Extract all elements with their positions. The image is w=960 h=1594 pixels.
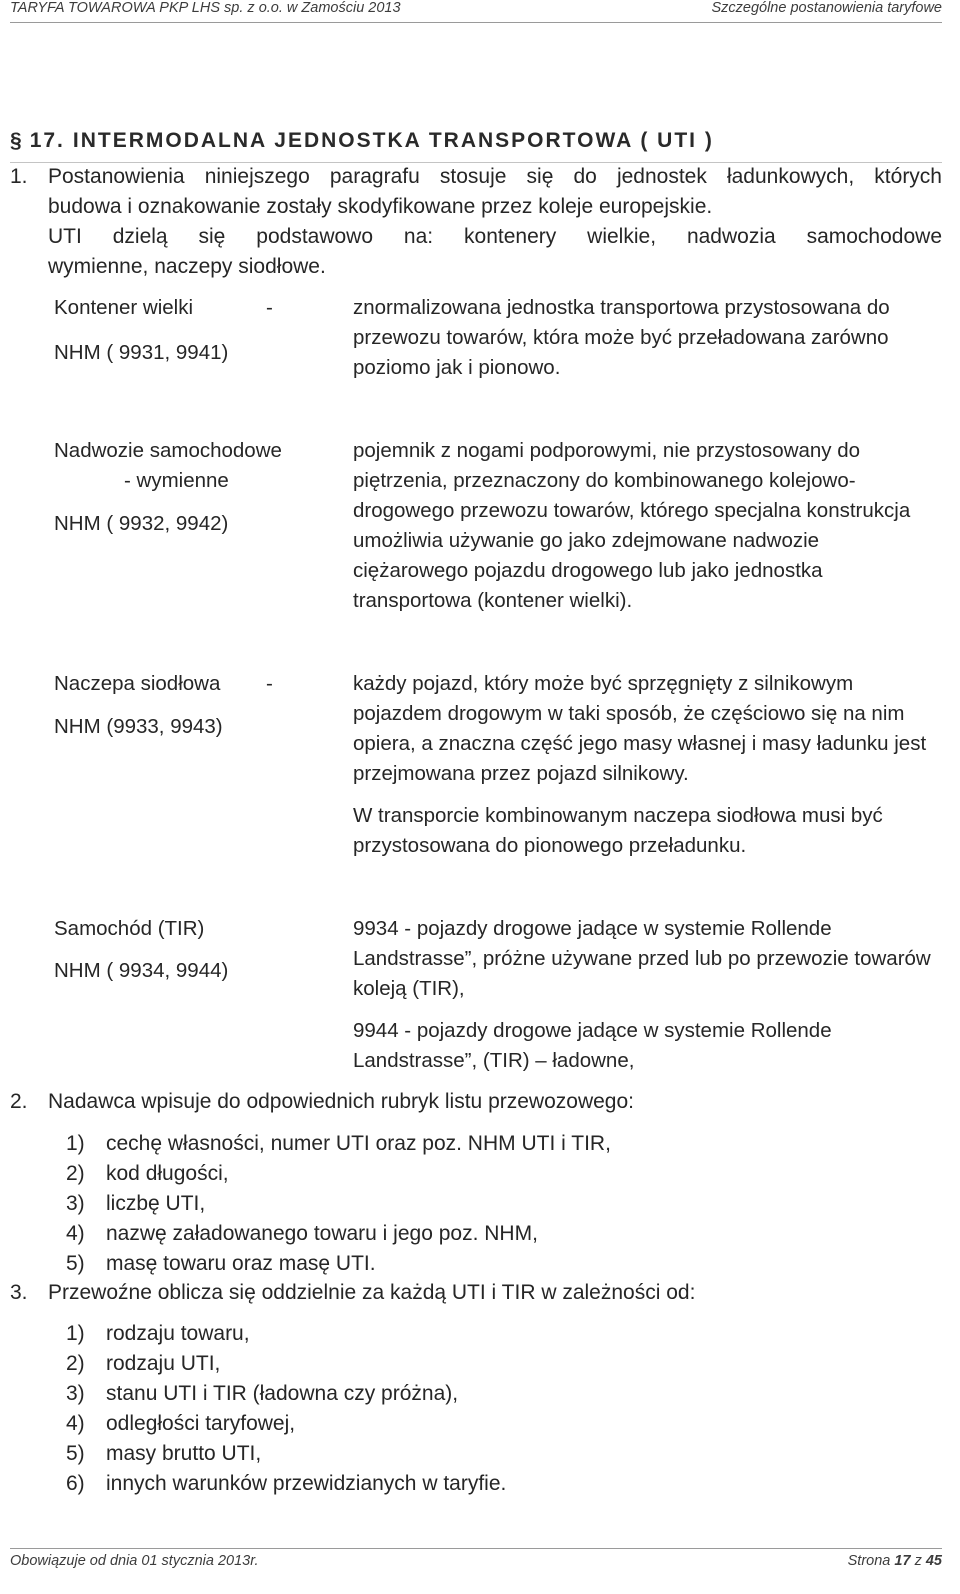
definition-term-continuation: - wymienne bbox=[124, 469, 229, 492]
page-footer bbox=[10, 1548, 942, 1579]
definition-description-samochod bbox=[353, 914, 938, 1076]
list-item-number: 6) bbox=[66, 1472, 85, 1495]
header-right-text: Szczególne postanowienia taryfowe bbox=[711, 0, 942, 16]
definition-nhm: NHM ( 9931, 9941) bbox=[54, 341, 229, 364]
footer-page-label: Strona bbox=[847, 1553, 891, 1569]
definition-term-container-kontener bbox=[54, 293, 193, 323]
list-item-number: 3) bbox=[66, 1192, 85, 1215]
section-title-text: INTERMODALNA JEDNOSTKA TRANSPORTOWA ( UTI ) bbox=[72, 129, 714, 152]
definition-term: Kontener wielki bbox=[54, 296, 194, 319]
list-item-text: masy brutto UTI, bbox=[106, 1442, 262, 1465]
page-header bbox=[10, 0, 942, 23]
section-number: 17. bbox=[29, 129, 65, 152]
footer-page-number bbox=[848, 1553, 942, 1569]
definition-term: Naczepa siodłowa bbox=[54, 672, 221, 695]
point-number: 3. bbox=[10, 1281, 28, 1304]
point-text: Przewoźne oblicza się oddzielnie za każdą UTI i TIR w zależności od: bbox=[48, 1281, 696, 1304]
definition-dash: - bbox=[266, 296, 273, 319]
intro-line-4: wymienne, naczepy siodłowe. bbox=[48, 255, 326, 278]
list-item-number: 3) bbox=[66, 1382, 85, 1405]
footer-total-pages: 45 bbox=[925, 1553, 942, 1569]
list-item-text: rodzaju UTI, bbox=[106, 1352, 221, 1375]
definition-term: Nadwozie samochodowe bbox=[54, 439, 282, 462]
list-item-number: 4) bbox=[66, 1412, 85, 1435]
list-item-text: odległości taryfowej, bbox=[106, 1412, 296, 1435]
intro-line-1: Postanowienia niniejszego paragrafu stosuje się do jednostek ładunkowych, których bbox=[48, 165, 942, 188]
definition-dash: - bbox=[266, 672, 273, 695]
point-3 bbox=[10, 1278, 940, 1308]
definition-desc-paragraph: pojemnik z nogami podporowymi, nie przystosowany do piętrzenia, przeznaczony do kombinowanego kolejowo-drogowego przewozu towarów, którego specjalna konstrukcja umożliwia używanie go jako zdejmowane nadwozie ciężarowego pojazdu drogowego lub jako jednostka transportowa (kontener wielki). bbox=[353, 439, 911, 612]
definition-desc-paragraph: znormalizowana jednostka transportowa przystosowana do przewozu towarów, która może być przeładowana zarówno poziomo jak i pionowo. bbox=[353, 296, 890, 379]
intro-line-2: budowa i oznakowanie zostały skodyfikowane przez koleje europejskie. bbox=[48, 195, 713, 218]
section-symbol: § bbox=[10, 129, 24, 152]
list-item-text: rodzaju towaru, bbox=[106, 1322, 250, 1345]
point-2 bbox=[10, 1087, 940, 1117]
list-item-text: cechę własności, numer UTI oraz poz. NHM UTI i TIR, bbox=[106, 1132, 611, 1155]
footer-of: z bbox=[914, 1553, 922, 1569]
definition-desc-paragraph: każdy pojazd, który może być sprzęgnięty z silnikowym pojazdem drogowym w taki sposób, że częściowo się na nim opiera, a znaczna część jego masy własnej i masy ładunku jest przejmowana przez pojazd silnikowy. bbox=[353, 672, 927, 785]
definition-term: Samochód (TIR) bbox=[54, 917, 205, 940]
section-title bbox=[10, 124, 942, 163]
definition-description-naczepa bbox=[353, 669, 938, 861]
footer-effective-date: Obowiązuje od dnia 01 stycznia 2013r. bbox=[10, 1553, 259, 1569]
definition-description-nadwozie bbox=[353, 436, 938, 616]
definition-desc-paragraph: 9934 - pojazdy drogowe jadące w systemie Rollende Landstrasse”, próżne używane przed lub po przewozie towarów koleją (TIR), bbox=[353, 917, 931, 1000]
header-left-text: TARYFA TOWAROWA PKP LHS sp. z o.o. w Zamościu 2013 bbox=[10, 0, 401, 16]
list-item-number: 5) bbox=[66, 1252, 85, 1275]
list-item-number: 2) bbox=[66, 1162, 85, 1185]
intro-paragraph bbox=[10, 162, 942, 282]
definition-description-kontener bbox=[353, 293, 938, 383]
definition-desc-paragraph: 9944 - pojazdy drogowe jadące w systemie Rollende Landstrasse”, (TIR) – ładowne, bbox=[353, 1019, 832, 1072]
list-item-number: 2) bbox=[66, 1352, 85, 1375]
intro-line-3: UTI dzielą się podstawowo na: kontenery wielkie, nadwozia samochodowe bbox=[48, 225, 942, 248]
definition-nhm: NHM ( 9932, 9942) bbox=[54, 512, 229, 535]
list-item-number: 5) bbox=[66, 1442, 85, 1465]
definition-nhm: NHM ( 9934, 9944) bbox=[54, 959, 229, 982]
list-item-number: 1) bbox=[66, 1132, 85, 1155]
point-number: 2. bbox=[10, 1090, 28, 1113]
list-item-text: masę towaru oraz masę UTI. bbox=[106, 1252, 376, 1275]
list-item-text: kod długości, bbox=[106, 1162, 229, 1185]
list-item-number: 4) bbox=[66, 1222, 85, 1245]
list-item-text: nazwę załadowanego towaru i jego poz. NHM, bbox=[106, 1222, 538, 1245]
list-item-text: innych warunków przewidzianych w taryfie. bbox=[106, 1472, 507, 1495]
footer-current-page: 17 bbox=[894, 1553, 911, 1569]
list-item-number: 1) bbox=[66, 1322, 85, 1345]
list-item-text: liczbę UTI, bbox=[106, 1192, 206, 1215]
intro-number: 1. bbox=[10, 165, 28, 188]
list-item-text: stanu UTI i TIR (ładowna czy próżna), bbox=[106, 1382, 459, 1405]
point-text: Nadawca wpisuje do odpowiednich rubryk listu przewozowego: bbox=[48, 1090, 634, 1113]
definition-desc-paragraph: W transporcie kombinowanym naczepa siodłowa musi być przystosowana do pionowego przeładunku. bbox=[353, 804, 883, 857]
definition-nhm: NHM (9933, 9943) bbox=[54, 715, 223, 738]
